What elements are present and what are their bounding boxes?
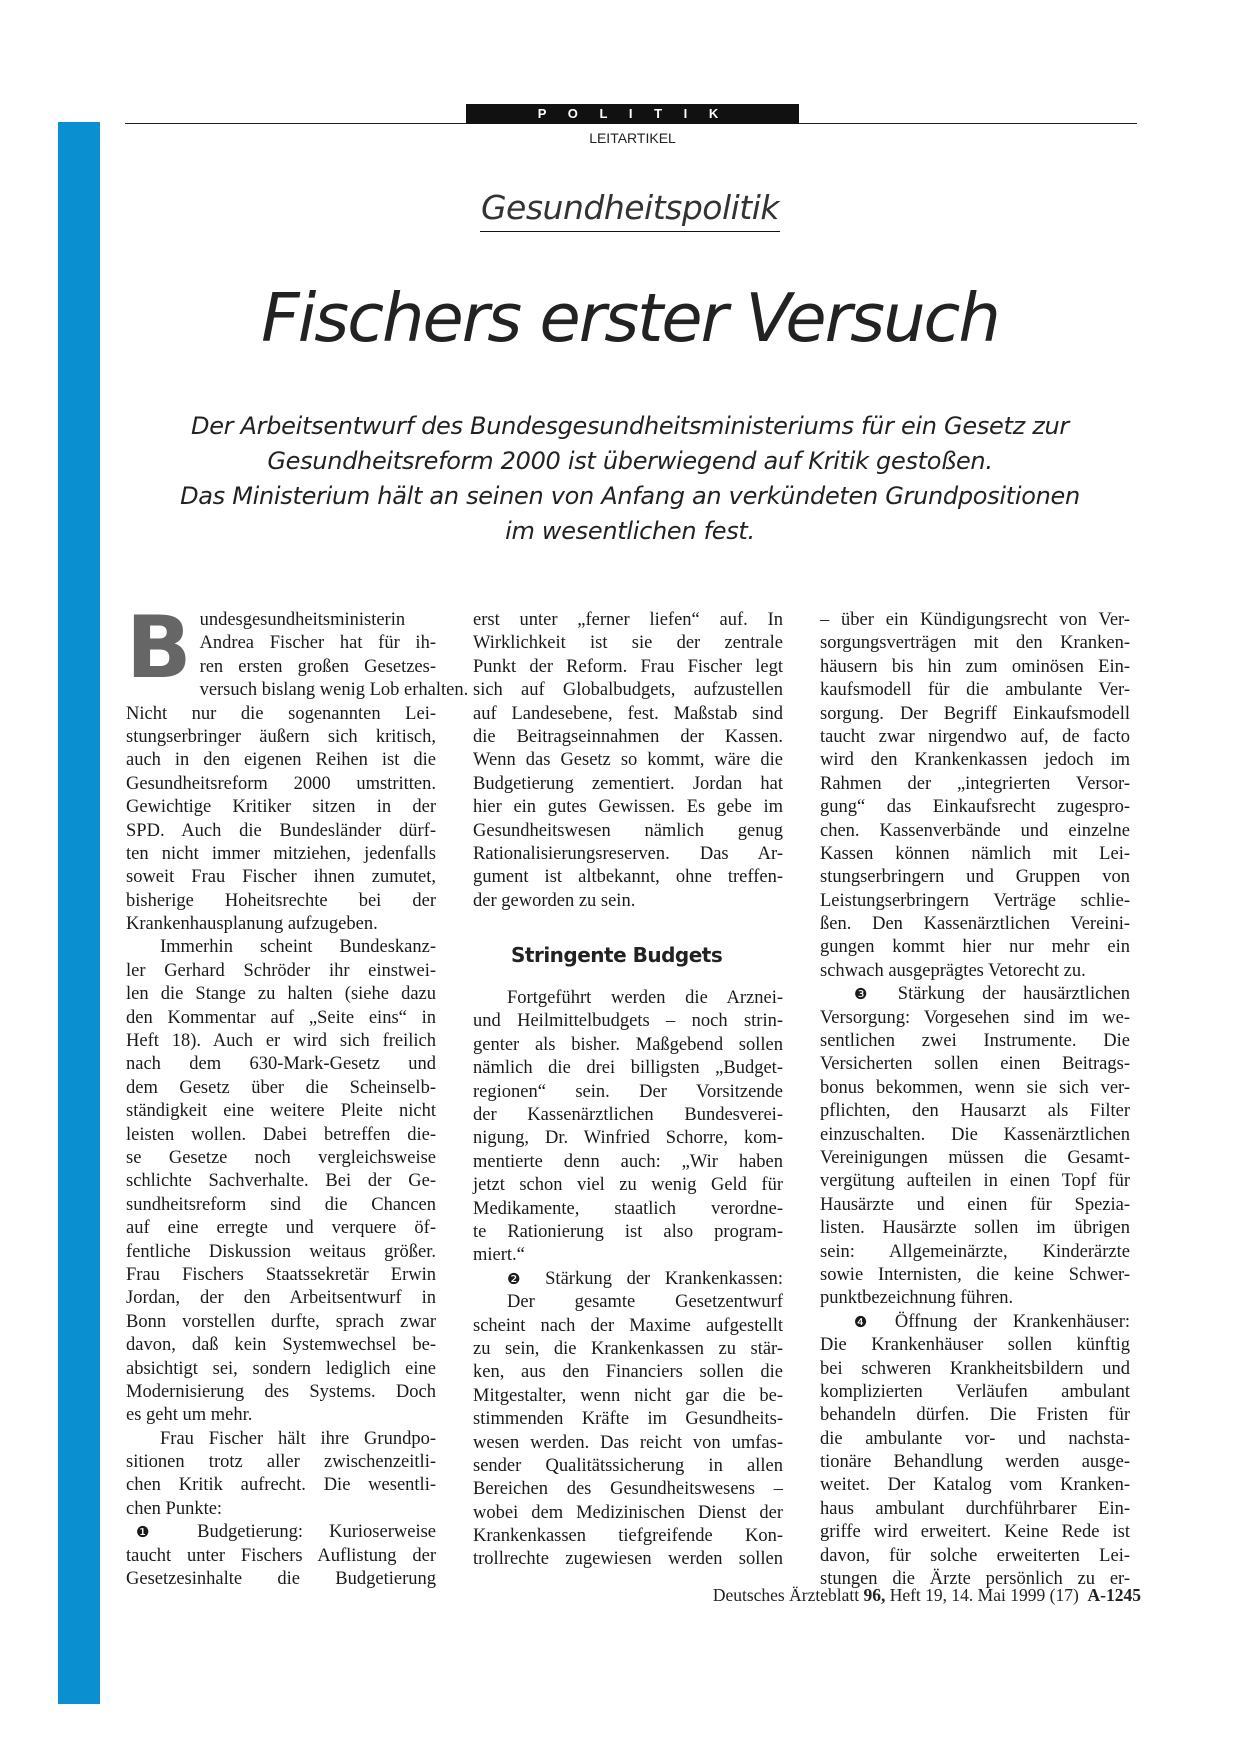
issue-info: Heft 19, 14. Mai 1999 (17) — [889, 1585, 1079, 1605]
text-line: ren ersten großen Gesetzes- — [199, 656, 436, 677]
text-line: haus ambulant durchführbarer Ein- — [820, 1498, 1130, 1519]
text-line: Wenn das Gesetz so kommt, wäre die — [473, 750, 783, 771]
text-line: ken, aus den Financiers sollen die — [473, 1362, 783, 1383]
text-line: se Gesetze noch vergleichsweise — [126, 1147, 436, 1168]
text-line: listen. Hausärzte sollen im übrigen — [820, 1218, 1130, 1239]
text-line: sorgungsverträgen mit den Kranken- — [820, 633, 1130, 654]
list-marker-4: ❹ — [854, 1312, 879, 1331]
text-line: und Heilmittelbudgets – noch strin- — [473, 1011, 783, 1032]
text-line: Gesetzesinhalte die Budgetierung — [126, 1569, 436, 1590]
text-line: Nicht nur die sogenannten Lei- — [126, 703, 436, 724]
text-line — [820, 1311, 1130, 1334]
text-line: soweit Frau Fischer ihnen zumutet, — [126, 867, 436, 888]
text-line: punktbezeichnung führen. — [820, 1288, 1014, 1309]
text-line: Wirklichkeit ist sie der zentrale — [473, 633, 783, 654]
text-line: chen Punkte: — [126, 1498, 223, 1519]
text-line: sich auf Globalbudgets, aufzustellen — [473, 680, 783, 701]
text-line: nämlich die drei billigsten „Budget- — [473, 1058, 783, 1079]
text-line: ten nicht immer mitziehen, jedenfalls — [126, 843, 436, 864]
text-line: es geht um mehr. — [126, 1405, 253, 1426]
text-line: sitionen trotz aller zwischenzeitli- — [126, 1452, 436, 1473]
text-line: bisherige Hoheitsrechte bei der — [126, 890, 436, 911]
page-footer — [713, 1585, 1141, 1606]
list-marker-1: ❶ — [136, 1523, 171, 1542]
text-line: Immerhin scheint Bundeskanz- — [160, 937, 436, 958]
text-line: nach dem 630-Mark-Gesetz und — [126, 1054, 436, 1075]
text-line: trollrechte zugewiesen werden sollen — [473, 1549, 783, 1570]
text-line: sentlichen zwei Instrumente. Die — [820, 1031, 1130, 1052]
text-line: ständigkeit eine weitere Pleite nicht — [126, 1101, 436, 1122]
text-column-1 — [126, 598, 469, 1591]
text-line: sein: Allgemeinärzte, Kinderärzte — [820, 1241, 1130, 1262]
text-line: miert.“ — [473, 1245, 525, 1266]
text-line: chen. Kassenverbände und einzelne — [820, 820, 1130, 841]
text-line: Die Krankenhäuser sollen künftig — [820, 1335, 1130, 1356]
text-line: häusern bis hin zum ominösen Ein- — [820, 656, 1130, 677]
text-line: der geworden zu sein. — [473, 890, 636, 911]
text-line: wobei dem Medizinischen Dienst der — [473, 1502, 783, 1523]
text-line: Heft 18). Auch er wird sich freilich — [126, 1031, 436, 1052]
text-line: Jordan, der den Arbeitsentwurf in — [126, 1288, 436, 1309]
text-line: stungserbringer äußern sich kritisch, — [126, 726, 436, 747]
text-line: te Rationierung ist also program- — [473, 1221, 783, 1242]
lead-paragraph — [120, 409, 1140, 549]
text-line: Bonn vorstellen durfte, sprach zwar — [126, 1311, 436, 1332]
text-line: davon, für solche erweiterten Lei- — [820, 1545, 1130, 1566]
text-line: ßen. Den Kassenärztlichen Vereini- — [820, 914, 1130, 935]
text-line: bonus bekommen, wenn sie sich ver- — [820, 1077, 1130, 1098]
text-line-content: Öffnung der Krankenhäuser: — [894, 1311, 1130, 1332]
text-line: der Kassenärztlichen Bundesverei- — [473, 1105, 783, 1126]
text-line: Bereichen des Gesundheitswesens – — [473, 1479, 783, 1500]
headline: Fischers erster Versuch — [261, 279, 999, 357]
drop-cap: B — [126, 598, 192, 698]
text-line: nigung, Dr. Winfried Schorre, kom- — [473, 1128, 783, 1149]
lead-line: Das Ministerium hält an seinen von Anfang an verkündeten Grundpositionen — [180, 482, 1080, 510]
text-line: undesgesundheitsministerin — [199, 610, 406, 630]
text-line: Frau Fischers Staatssekretär Erwin — [126, 1264, 436, 1285]
lead-line: Der Arbeitsentwurf des Bundesgesundheitsministeriums für ein Gesetz zur — [191, 412, 1069, 440]
text-line: Frau Fischer hält ihre Grundpo- — [160, 1428, 436, 1449]
text-line: – über ein Kündigungsrecht von Ver- — [820, 610, 1130, 630]
text-line: behandeln dürfen. Die Fristen für — [820, 1405, 1130, 1426]
text-line: sender Qualitätssicherung in allen — [473, 1455, 783, 1476]
text-line: den Kommentar auf „Seite eins“ in — [126, 1007, 436, 1028]
text-line: erst unter „ferner liefen“ auf. In — [473, 610, 783, 630]
page-number: A-1245 — [1087, 1585, 1141, 1605]
text-line: schwach ausgeprägtes Vetorecht zu. — [820, 960, 1086, 981]
text-line: sundheitsreform sind die Chancen — [126, 1194, 436, 1215]
text-line: auch in den eigenen Reihen ist die — [126, 750, 436, 771]
text-line: ler Gerhard Schröder ihr einstwei- — [126, 960, 436, 981]
text-line: Gesundheitsreform 2000 umstritten. — [126, 773, 436, 794]
ressort-label: P O L I T I K — [466, 104, 799, 124]
text-line: tionäre Behandlung werden ausge- — [820, 1452, 1130, 1473]
text-line: die Beitragseinnahmen der Kassen. — [473, 726, 783, 747]
text-line: einzuschalten. Die Kassenärztlichen — [820, 1124, 1130, 1145]
text-line: dem Gesetz über die Scheinselb- — [126, 1077, 436, 1098]
text-column-3 — [820, 609, 1130, 1591]
volume-number: 96, — [863, 1585, 886, 1605]
text-line: Andrea Fischer hat für ih- — [199, 633, 436, 654]
text-line: gument ist altbekannt, ohne treffen- — [473, 867, 783, 888]
text-line — [820, 983, 1130, 1006]
text-line: versuch bislang wenig Lob erhalten. — [199, 680, 469, 701]
list-marker-3: ❸ — [854, 985, 881, 1004]
text-line: Gesundheitswesen nämlich genug — [473, 820, 783, 841]
subheading: Stringente Budgets — [511, 943, 723, 968]
text-line: bei schweren Krankheitsbildern und — [820, 1358, 1130, 1379]
text-line: Medikamente, staatlich verordne- — [473, 1198, 783, 1219]
list-marker-2: ❷ — [507, 1269, 531, 1288]
text-line: komplizierten Verläufen ambulant — [820, 1381, 1130, 1402]
text-line: kaufsmodell für die ambulante Ver- — [820, 680, 1130, 701]
text-line: auf eine erregte und verquere öf- — [126, 1218, 436, 1239]
rubrik-label: LEITARTIKEL — [589, 130, 676, 146]
text-line: taucht unter Fischers Auflistung der — [126, 1545, 436, 1566]
topic-kicker: Gesundheitspolitik — [480, 188, 780, 232]
text-line: leisten wollen. Dabei betreffen die- — [126, 1124, 436, 1145]
text-line: gung“ das Einkaufsrecht zugespro- — [820, 797, 1130, 818]
text-line: stimmenden Kräfte im Gesundheits- — [473, 1409, 783, 1430]
text-line: regionen“ sein. Der Vorsitzende — [473, 1081, 783, 1102]
text-line: Versicherten sollen einen Beitrags- — [820, 1054, 1130, 1075]
text-line: Rationalisierungsreserven. Das Ar- — [473, 843, 783, 864]
text-line: die ambulante vor- und nachsta- — [820, 1428, 1130, 1449]
text-line: auf Landesebene, fest. Maßstab sind — [473, 703, 783, 724]
side-color-bar — [58, 122, 100, 1704]
text-line: Der gesamte Gesetzentwurf — [507, 1292, 783, 1313]
text-line: taucht zwar nirgendwo auf, de facto — [820, 726, 1130, 747]
text-line: Punkt der Reform. Frau Fischer legt — [473, 656, 783, 677]
text-line: chen Kritik aufrecht. Die wesentli- — [126, 1475, 436, 1496]
text-line: wesen werden. Das reicht von umfas- — [473, 1432, 783, 1453]
text-line: stungen die Ärzte persönlich zu er- — [820, 1569, 1130, 1590]
text-line: mentierte denn auch: „Wir haben — [473, 1151, 783, 1172]
text-line: Leistungserbringern Verträge schlie- — [820, 890, 1130, 911]
text-line: Fortgeführt werden die Arznei- — [507, 988, 783, 1009]
text-line: SPD. Auch die Bundesländer dürf- — [126, 820, 436, 841]
journal-name: Deutsches Ärzteblatt — [712, 1585, 860, 1605]
text-line: Budgetierung zementiert. Jordan hat — [473, 773, 783, 794]
text-line: Kassen können nämlich mit Lei- — [820, 843, 1130, 864]
text-line: hier ein gutes Gewissen. Es gebe im — [473, 797, 783, 818]
text-line: wird den Krankenkassen jedoch im — [820, 750, 1130, 771]
text-line: davon, daß kein Systemwechsel be- — [126, 1335, 436, 1356]
text-column-2 — [473, 609, 783, 1572]
text-line — [126, 1521, 436, 1544]
text-line: jetzt schon viel zu wenig Geld für — [473, 1175, 783, 1196]
text-line: Gewichtige Kritiker sitzen in der — [126, 797, 436, 818]
text-line: Versorgung: Vorgesehen sind im we- — [820, 1007, 1130, 1028]
text-line: vergütung aufteilen in einen Topf für — [820, 1171, 1130, 1192]
text-line: gungen kommt hier nur mehr ein — [820, 937, 1130, 958]
text-line: genter als bisher. Maßgebend sollen — [473, 1034, 783, 1055]
text-line: Modernisierung des Systems. Doch — [126, 1381, 436, 1402]
text-line: scheint nach der Maxime aufgestellt — [473, 1315, 783, 1336]
text-line: Mitgestalter, wenn nicht gar die be- — [473, 1385, 783, 1406]
text-line: pflichten, den Hausarzt als Filter — [820, 1101, 1130, 1122]
text-line: Krankenkassen tiefgreifende Kon- — [473, 1526, 783, 1547]
text-line: fentliche Diskussion weitaus größer. — [126, 1241, 436, 1262]
text-line — [473, 1268, 783, 1291]
text-line: stungserbringern und Gruppen von — [820, 867, 1130, 888]
text-line: schlichte Sachverhalte. Bei der Ge- — [126, 1171, 436, 1192]
lead-line: im wesentlichen fest. — [505, 517, 755, 545]
text-line: sorgung. Der Begriff Einkaufsmodell — [820, 703, 1130, 724]
text-line: weitet. Der Katalog vom Kranken- — [820, 1475, 1130, 1496]
text-line: Hausärzte und einen für Spezia- — [820, 1194, 1130, 1215]
lead-line: Gesundheitsreform 2000 ist überwiegend auf Kritik gestoßen. — [267, 447, 993, 475]
text-line: Rahmen der „integrierten Versor- — [820, 773, 1130, 794]
text-line-content: Stärkung der hausärztlichen — [897, 984, 1131, 1005]
text-line: zu sein, die Krankenkassen zu stär- — [473, 1338, 783, 1359]
text-line-content: Budgetierung: Kurioserweise — [197, 1522, 436, 1543]
text-line: Vereinigungen müssen die Gesamt- — [820, 1147, 1130, 1168]
text-line: griffe wird erweitert. Keine Rede ist — [820, 1522, 1130, 1543]
text-line: absichtigt sei, sondern lediglich eine — [126, 1358, 436, 1379]
text-line-content: Stärkung der Krankenkassen: — [545, 1268, 784, 1289]
text-line: len die Stange zu halten (siehe dazu — [126, 984, 436, 1005]
text-line: Krankenhausplanung aufzugeben. — [126, 914, 378, 935]
text-line: sowie Internisten, die keine Schwer- — [820, 1264, 1130, 1285]
